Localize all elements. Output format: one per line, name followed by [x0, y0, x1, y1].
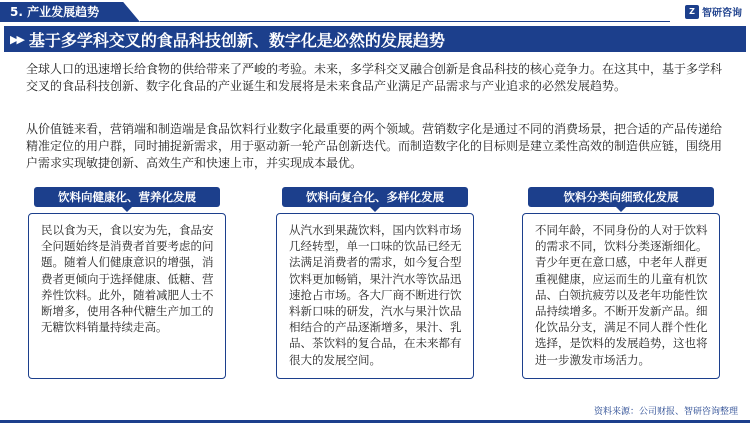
trend-card-title: 饮料分类向细致化发展: [528, 187, 714, 207]
logo-icon: Z: [685, 5, 699, 19]
header-bar: [0, 0, 750, 24]
value-chain-paragraph: 从价值链来看，营销端和制造端是食品饮料行业数字化最重要的两个领域。营销数字化是通过不同的消费场景，把合适的产品传递给精准定位的用户群，同时捕捉新需求，用于驱动新一轮产品创新迭代。而制造数字化的目标则是建立柔性高效的制造供应链，围绕用户需求实现敏捷创新、高效生产和快速上市，并实现成本最优。: [26, 122, 723, 170]
title-banner: [4, 26, 746, 52]
trend-card-body: 不同年龄，不同身份的人对于饮料的需求不同，饮料分类逐渐细化。青少年更在意口感，中老年人群更重视健康，应运而生的儿童有机饮品、白领抗疲劳以及老年功能性饮品持续增多。不断开发新产品。细化饮品分支，满足不同人群个性化选择，是饮料的发展趋势，这也将进一步激发市场活力。: [522, 213, 720, 379]
section-title: 5. 产业发展趋势: [10, 5, 100, 19]
logo-text: 智研咨询: [702, 8, 742, 19]
source-note: 资料来源：公司财报、智研咨询整理: [593, 407, 738, 417]
intro-paragraph: 全球人口的迅速增长给食物的供给带来了严峻的考验。未来，多学科交叉融合创新是食品科技的核心竞争力。在这其中，基于多学科交叉的食品科技创新、数字化食品的产业诞生和发展将是未来食品产业满足产品需求与产业追求的必然发展趋势。: [26, 62, 723, 93]
double-arrow-icon: ▶▶: [10, 32, 23, 46]
trend-card-segmentation: [522, 187, 720, 383]
trend-card-title: 饮料向健康化、营养化发展: [34, 187, 220, 207]
trend-card-body: 民以食为天，食以安为先，食品安全问题始终是消费者首要考虑的问题。随着人们健康意识的增强，消费者更倾向于选择健康、低糖、营养性饮料。此外，随着减肥人士不断增多，使用各种代糖生产加工的无糖饮料销量持续走高。: [28, 213, 226, 379]
trend-card-body: 从汽水到果蔬饮料，国内饮料市场几经转型，单一口味的饮品已经无法满足消费者的需求，如今复合型饮料更加畅销，果汁汽水等饮品迅速抢占市场。各大厂商不断进行饮料新口味的研发，汽水与果汁饮品相结合的产品逐渐增多，果汁、乳品、茶饮料的复合品，在未来都有很大的发展空间。: [276, 213, 474, 379]
trend-card-health: [28, 187, 226, 383]
header-divider: [140, 21, 670, 22]
brand-logo: [685, 4, 742, 19]
trend-card-title: 饮料向复合化、多样化发展: [282, 187, 468, 207]
page-title: 基于多学科交叉的食品科技创新、数字化是必然的发展趋势: [28, 30, 445, 50]
trend-card-compound: [276, 187, 474, 383]
